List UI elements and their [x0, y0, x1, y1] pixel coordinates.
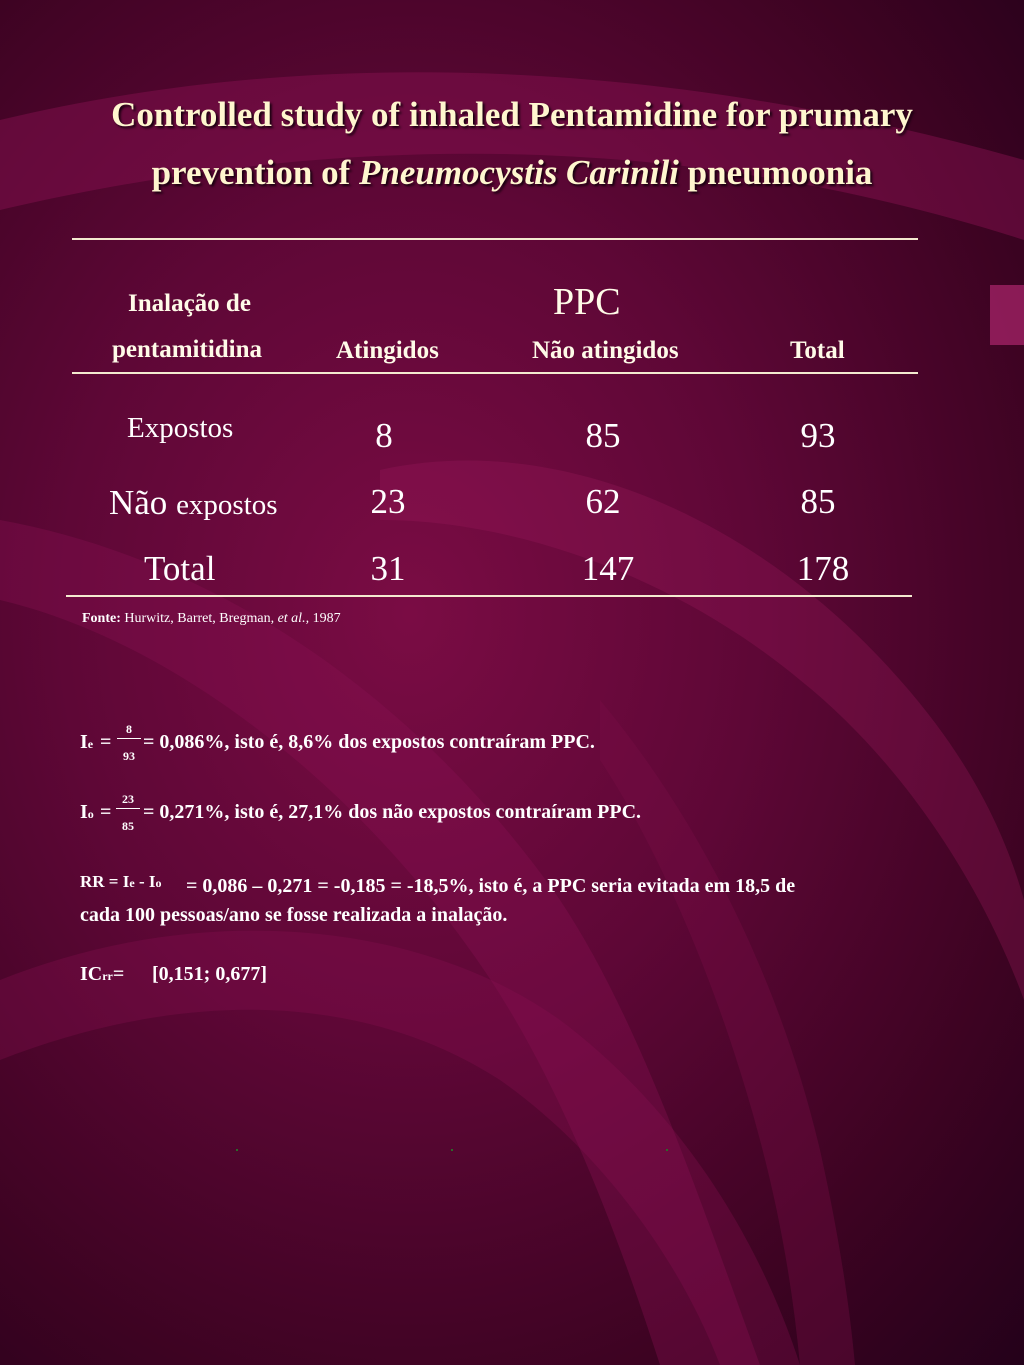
row-label-nao-prefix: Não — [109, 483, 177, 522]
source-et-al: et al., — [277, 611, 310, 626]
column-header-nao-atingidos: Não atingidos — [532, 337, 679, 364]
title-suffix: pneumoonia — [678, 153, 873, 192]
ie-fraction-bar — [117, 738, 141, 739]
column-header-total: Total — [790, 337, 845, 364]
rr-result-text: = 0,086 – 0,271 = -0,185 = -18,5%, isto é, a PPC seria evitada em 18,5 de — [186, 875, 796, 897]
cell-expostos-nao-atingidos: 85 — [585, 416, 621, 455]
row-label-nao-word: expostos — [176, 489, 278, 521]
ie-symbol: Ie — [80, 731, 94, 753]
io-numerator: 23 — [122, 792, 134, 806]
source-authors: Hurwitz, Barret, Bregman, — [120, 611, 278, 626]
source-year: 1987 — [309, 611, 341, 626]
table-top-rule — [72, 238, 918, 240]
decorative-mark — [451, 1149, 453, 1151]
ie-numerator: 8 — [126, 722, 132, 736]
slide-title-line-1: Controlled study of inhaled Pentamidine for prumary — [111, 95, 913, 134]
ie-denominator: 93 — [123, 749, 135, 763]
table-header-rule — [72, 372, 918, 374]
ic-symbol: ICrr= — [80, 963, 125, 985]
decorative-mark — [236, 1149, 238, 1151]
cell-expostos-atingidos: 8 — [375, 416, 393, 455]
io-denominator: 85 — [122, 819, 134, 833]
source-citation — [82, 611, 341, 627]
io-result-text: = 0,271%, isto é, 27,1% dos não expostos contraíram PPC. — [143, 801, 642, 823]
row-header-line-2: pentamitidina — [112, 336, 263, 363]
row-label-total: Total — [144, 549, 216, 588]
ie-result-text: = 0,086%, isto é, 8,6% dos expostos contraíram PPC. — [143, 731, 595, 753]
decorative-mark — [666, 1149, 668, 1151]
table-bottom-rule — [66, 595, 912, 597]
io-equals: = — [100, 801, 112, 823]
io-symbol: Io — [80, 801, 94, 823]
row-header-line-1: Inalação de — [128, 290, 251, 317]
row-label-nao-expostos — [109, 483, 278, 523]
cell-total-atingidos: 31 — [370, 549, 406, 588]
title-prefix: prevention of — [151, 153, 359, 192]
cell-nao-expostos-atingidos: 23 — [370, 482, 406, 521]
group-header-ppc: PPC — [553, 281, 621, 323]
row-label-expostos: Expostos — [127, 412, 234, 444]
cell-total-nao-atingidos: 147 — [581, 549, 635, 588]
source-label: Fonte: — [82, 611, 121, 626]
ic-value: [0,151; 0,677] — [152, 963, 267, 985]
rr-symbol: RR = Ie - Io — [80, 872, 162, 891]
cell-nao-expostos-nao-atingidos: 62 — [585, 482, 621, 521]
cell-expostos-total: 93 — [800, 416, 836, 455]
cell-total-total: 178 — [796, 549, 850, 588]
title-italic-species: Pneumocystis Carinili — [358, 153, 679, 192]
rr-result-text-line-2: cada 100 pessoas/ano se fosse realizada a inalação. — [80, 904, 508, 926]
column-header-atingidos: Atingidos — [336, 337, 439, 364]
ie-equals: = — [100, 731, 112, 753]
cell-nao-expostos-total: 85 — [800, 482, 836, 521]
io-fraction-bar — [116, 808, 140, 809]
slide-title-line-2 — [0, 153, 1024, 193]
